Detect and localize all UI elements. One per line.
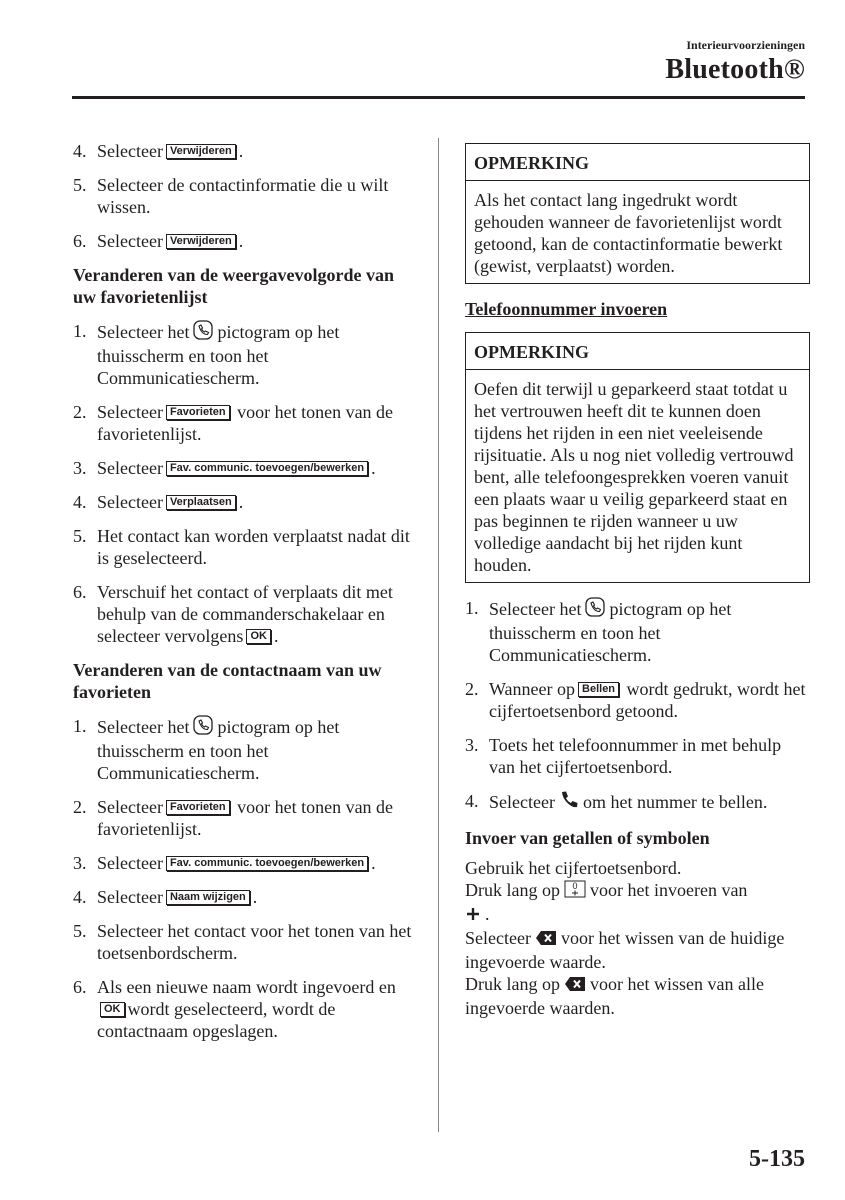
phone-handset-icon[interactable]: [559, 790, 579, 815]
phone-screen-icon[interactable]: [193, 715, 213, 740]
header-rule: [72, 96, 805, 99]
phone-screen-icon[interactable]: [585, 597, 605, 622]
heading-numbers-symbols: Invoer van getallen of symbolen: [465, 828, 710, 848]
note-box-favorites: [465, 143, 810, 284]
delete-button[interactable]: Verwijderen: [166, 234, 236, 249]
order-step-3: 3. Selecteer Fav. communic. toevoegen/bewerken .: [73, 458, 376, 478]
order-step-6: 6. Verschuif het contact of verplaats dit met behulp van de commanderschakelaar en selecteer vervolgens OK .: [73, 582, 393, 646]
heading-change-order: Veranderen van de weergavevolgorde van uw favorietenlijst: [73, 265, 394, 307]
name-step-1: 1. Selecteer het pictogram op het thuisscherm en toon het Communicatiescherm.: [73, 716, 340, 783]
order-step-2: 2. Selecteer Favorieten voor het tonen van de favorietenlijst.: [73, 402, 394, 444]
page-title: Bluetooth®: [665, 54, 805, 85]
note-title: OPMERKING: [466, 144, 809, 181]
phone-step-4: 4. Selecteer om het nummer te bellen.: [465, 790, 810, 815]
add-edit-favorites-button[interactable]: Fav. communic. toevoegen/bewerken: [166, 856, 368, 871]
left-column: [73, 140, 418, 1054]
svg-text:0: 0: [572, 881, 578, 891]
heading-enter-phone-number: Telefoonnummer invoeren: [465, 299, 668, 319]
favorites-button[interactable]: Favorieten: [166, 800, 230, 815]
phone-step-1: 1. Selecteer het pictogram op het thuisscherm en toon het Communicatiescherm.: [465, 598, 732, 665]
page-number: 5-135: [749, 1146, 805, 1172]
column-divider: [438, 138, 439, 1132]
order-step-4: 4. Selecteer Verplaatsen .: [73, 492, 244, 512]
delete-button[interactable]: Verwijderen: [166, 144, 236, 159]
ok-button[interactable]: OK: [246, 629, 271, 644]
step-select-contact-info: 5. Selecteer de contactinformatie die u wilt wissen.: [73, 175, 389, 217]
note-box-safety: [465, 332, 810, 583]
name-step-5: 5. Selecteer het contact voor het tonen van het toetsenbordscherm.: [73, 921, 412, 963]
phone-screen-icon[interactable]: [193, 320, 213, 345]
rename-button[interactable]: Naam wijzigen: [166, 890, 250, 905]
step-select-delete-2: 6. Selecteer Verwijderen .: [73, 231, 244, 251]
backspace-icon[interactable]: [564, 975, 586, 997]
symbols-paragraph-3: Selecteer voor het wissen van de huidige ingevoerde waarde.: [465, 928, 785, 972]
plus-icon: [465, 905, 481, 927]
zero-key-icon[interactable]: [564, 880, 586, 903]
order-step-1: 1. Selecteer het pictogram op het thuisscherm en toon het Communicatiescherm.: [73, 321, 340, 388]
favorites-button[interactable]: Favorieten: [166, 405, 230, 420]
name-step-2: 2. Selecteer Favorieten voor het tonen van de favorietenlijst.: [73, 797, 394, 839]
ok-button[interactable]: OK: [100, 1002, 125, 1017]
heading-change-name: Veranderen van de contactnaam van uw favorieten: [73, 660, 382, 702]
step-select-delete-1: 4. Selecteer Verwijderen .: [73, 141, 244, 161]
note-body: Als het contact lang ingedrukt wordt gehouden wanneer de favorietenlijst wordt getoond, kan de contactinformatie bewerkt (gewist, verplaatst) worden.: [474, 190, 783, 276]
move-button[interactable]: Verplaatsen: [166, 495, 236, 510]
phone-step-3: 3. Toets het telefoonnummer in met behulp van het cijfertoetsenbord.: [465, 735, 782, 777]
add-edit-favorites-button[interactable]: Fav. communic. toevoegen/bewerken: [166, 461, 368, 476]
symbols-paragraph-1: Gebruik het cijfertoetsenbord.: [465, 858, 682, 878]
backspace-icon[interactable]: [535, 929, 557, 951]
name-step-6: 6. Als een nieuwe naam wordt ingevoerd enOK wordt geselecteerd, wordt de contactnaam opgeslagen.: [73, 977, 396, 1041]
phone-step-2: 2. Wanneer op Bellen wordt gedrukt, wordt het cijfertoetsenbord getoond.: [465, 679, 806, 721]
call-button[interactable]: Bellen: [578, 682, 619, 697]
note-body: Oefen dit terwijl u geparkeerd staat totdat u het vertrouwen heeft dit te kunnen doen tijdens het rijden in een niet veeleisende rijsituatie. Als u nog niet volledig vertrouwd bent, alle telefoongesprekken voeren vanuit een plaats waar u veilig geparkeerd staat en pas beginnen te rijden wanneer u uw volledige aandacht bij het rijden kunt houden.: [474, 379, 794, 575]
right-column: [465, 143, 810, 1019]
header-section-label: Interieurvoorzieningen: [686, 38, 805, 52]
symbols-paragraph-4: Druk lang op voor het wissen van alle ingevoerde waarden.: [465, 974, 764, 1018]
order-step-5: 5. Het contact kan worden verplaatst nadat dit is geselecteerd.: [73, 526, 410, 568]
symbols-paragraph-2: Druk lang op 0 voor het invoeren van .: [465, 879, 810, 927]
name-step-3: 3. Selecteer Fav. communic. toevoegen/bewerken .: [73, 853, 376, 873]
note-title: OPMERKING: [466, 333, 809, 370]
name-step-4: 4. Selecteer Naam wijzigen .: [73, 887, 258, 907]
